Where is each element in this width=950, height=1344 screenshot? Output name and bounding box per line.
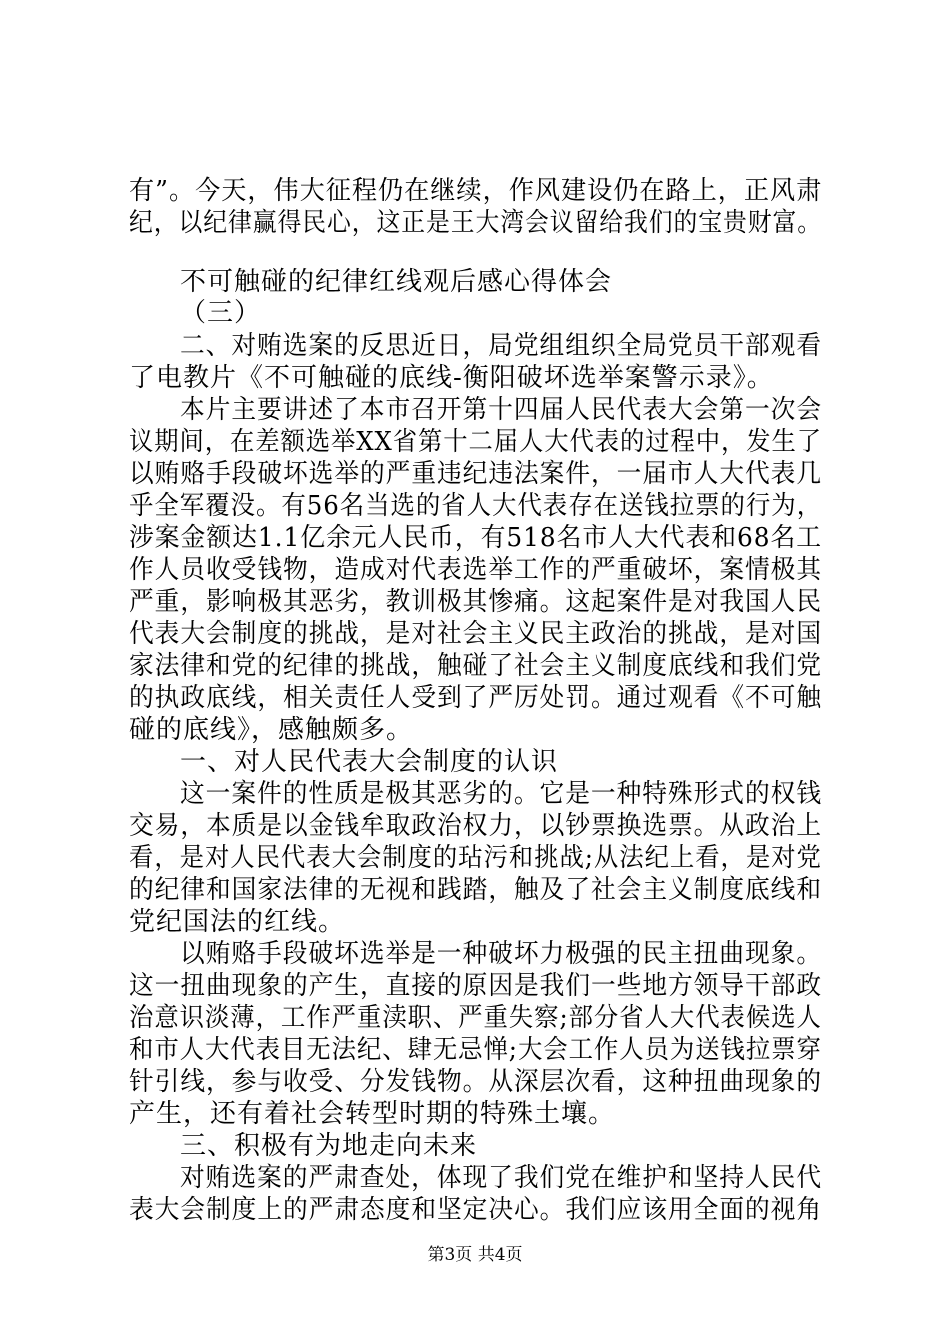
body-text-line: 产生，还有着社会转型时期的特殊土壤。 [129,1099,616,1129]
body-text-line: 二、对贿选案的反思近日，局党组组织全局党员干部观看 [180,331,823,361]
page-number-footer: 第3页 共4页 [427,1245,523,1265]
body-text-line: 乎全军覆没。有56名当选的省人大代表存在送钱拉票的行为， [129,491,823,521]
body-text-line: 表大会制度上的严肃态度和坚定决心。我们应该用全面的视角 [129,1195,823,1225]
body-text-line: 本片主要讲述了本市召开第十四届人民代表大会第一次会 [180,395,823,425]
body-text-line: 有”。今天，伟大征程仍在继续，作风建设仍在路上，正风肃 [129,176,823,206]
body-text-line: 了电教片《不可触碰的底线-衡阳破坏选举案警示录》。 [129,363,774,393]
body-text-line: 纪，以纪律赢得民心，这正是王大湾会议留给我们的宝贵财富。 [129,208,823,238]
body-text-line: 的纪律和国家法律的无视和践踏，触及了社会主义制度底线和 [129,875,823,905]
subheading: 三、积极有为地走向未来 [180,1131,478,1161]
body-text-line: 对贿选案的严肃查处，体现了我们党在维护和坚持人民代 [180,1163,823,1193]
section-number: （三） [180,298,262,328]
body-text-line: 作人员收受钱物，造成对代表选举工作的严重破坏，案情极其 [129,555,823,585]
body-text-line: 家法律和党的纪律的挑战，触碰了社会主义制度底线和我们党 [129,651,823,681]
body-text-line: 代表大会制度的挑战，是对社会主义民主政治的挑战，是对国 [129,619,823,649]
body-text-line: 这一扭曲现象的产生，直接的原因是我们一些地方领导干部政 [129,971,823,1001]
subheading: 一、对人民代表大会制度的认识 [180,747,559,777]
section-title: 不可触碰的纪律红线观后感心得体会 [180,267,613,297]
body-text-line: 以贿赂手段破坏选举的严重违纪违法案件，一届市人大代表几 [129,459,823,489]
body-text-line: 和市人大代表目无法纪、肆无忌惮;大会工作人员为送钱拉票穿 [129,1035,822,1065]
body-text-line: 严重，影响极其恶劣，教训极其惨痛。这起案件是对我国人民 [129,587,823,617]
body-text-line: 这一案件的性质是极其恶劣的。它是一种特殊形式的权钱 [180,779,823,809]
body-text-line: 以贿赂手段破坏选举是一种破坏力极强的民主扭曲现象。 [180,939,823,969]
body-text-line: 看，是对人民代表大会制度的玷污和挑战;从法纪上看，是对党 [129,843,822,873]
body-text-line: 针引线，参与收受、分发钱物。从深层次看，这种扭曲现象的 [129,1067,823,1097]
body-text-line: 治意识淡薄，工作严重渎职、严重失察;部分省人大代表候选人 [129,1003,822,1033]
body-text-line: 党纪国法的红线。 [129,907,346,937]
body-text-line: 交易，本质是以金钱牟取政治权力，以钞票换选票。从政治上 [129,811,823,841]
body-text-line: 碰的底线》，感触颇多。 [129,715,414,745]
body-text-line: 涉案金额达1.1亿余元人民币，有518名市人大代表和68名工 [129,523,823,553]
body-text-line: 议期间，在差额选举XX省第十二届人大代表的过程中，发生了 [129,427,823,457]
body-text-line: 的执政底线，相关责任人受到了严厉处罚。通过观看《不可触 [129,683,823,713]
